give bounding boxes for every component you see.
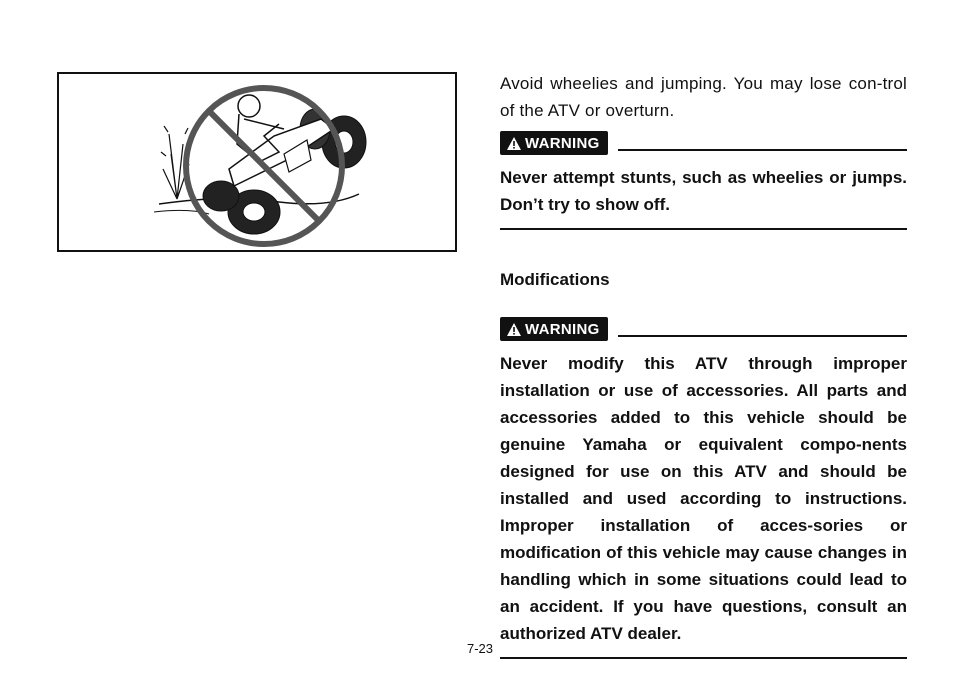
warning-triangle-icon [506, 322, 522, 337]
warning-rule [618, 149, 907, 151]
warning-badge [500, 317, 608, 341]
intro-text: Avoid wheelies and jumping. You may lose con-trol of the ATV or overturn. [500, 74, 907, 120]
content-column [500, 70, 907, 659]
warning-text: Never modify this ATV through improper installation or use of accessories. All parts and accessories added to this vehicle should be genuine Yamaha or equivalent compo-nents designed for use on this ATV and should be installed and used according to instructions. Improper installation of acces-sories or modification of this vehicle may cause changes in handling which in some situations could lead to an accident. If you have questions, consult an authorized ATV dealer. [500, 354, 907, 643]
section-heading: Modifications [500, 270, 610, 289]
warning-header [500, 130, 907, 156]
no-wheelies-illustration [57, 72, 457, 252]
warning-label: WARNING [525, 134, 600, 152]
atv-wheelie-drawing [59, 74, 455, 250]
warning-end-rule [500, 228, 907, 230]
warning-badge [500, 131, 608, 155]
warning-triangle-icon [506, 136, 522, 151]
warning-header [500, 316, 907, 342]
warning-label: WARNING [525, 320, 600, 338]
warning-end-rule [500, 657, 907, 659]
page-number: 7-23 [466, 641, 494, 656]
warning-rule [618, 335, 907, 337]
warning-text: Never attempt stunts, such as wheelies or jumps. Don’t try to show off. [500, 168, 907, 214]
